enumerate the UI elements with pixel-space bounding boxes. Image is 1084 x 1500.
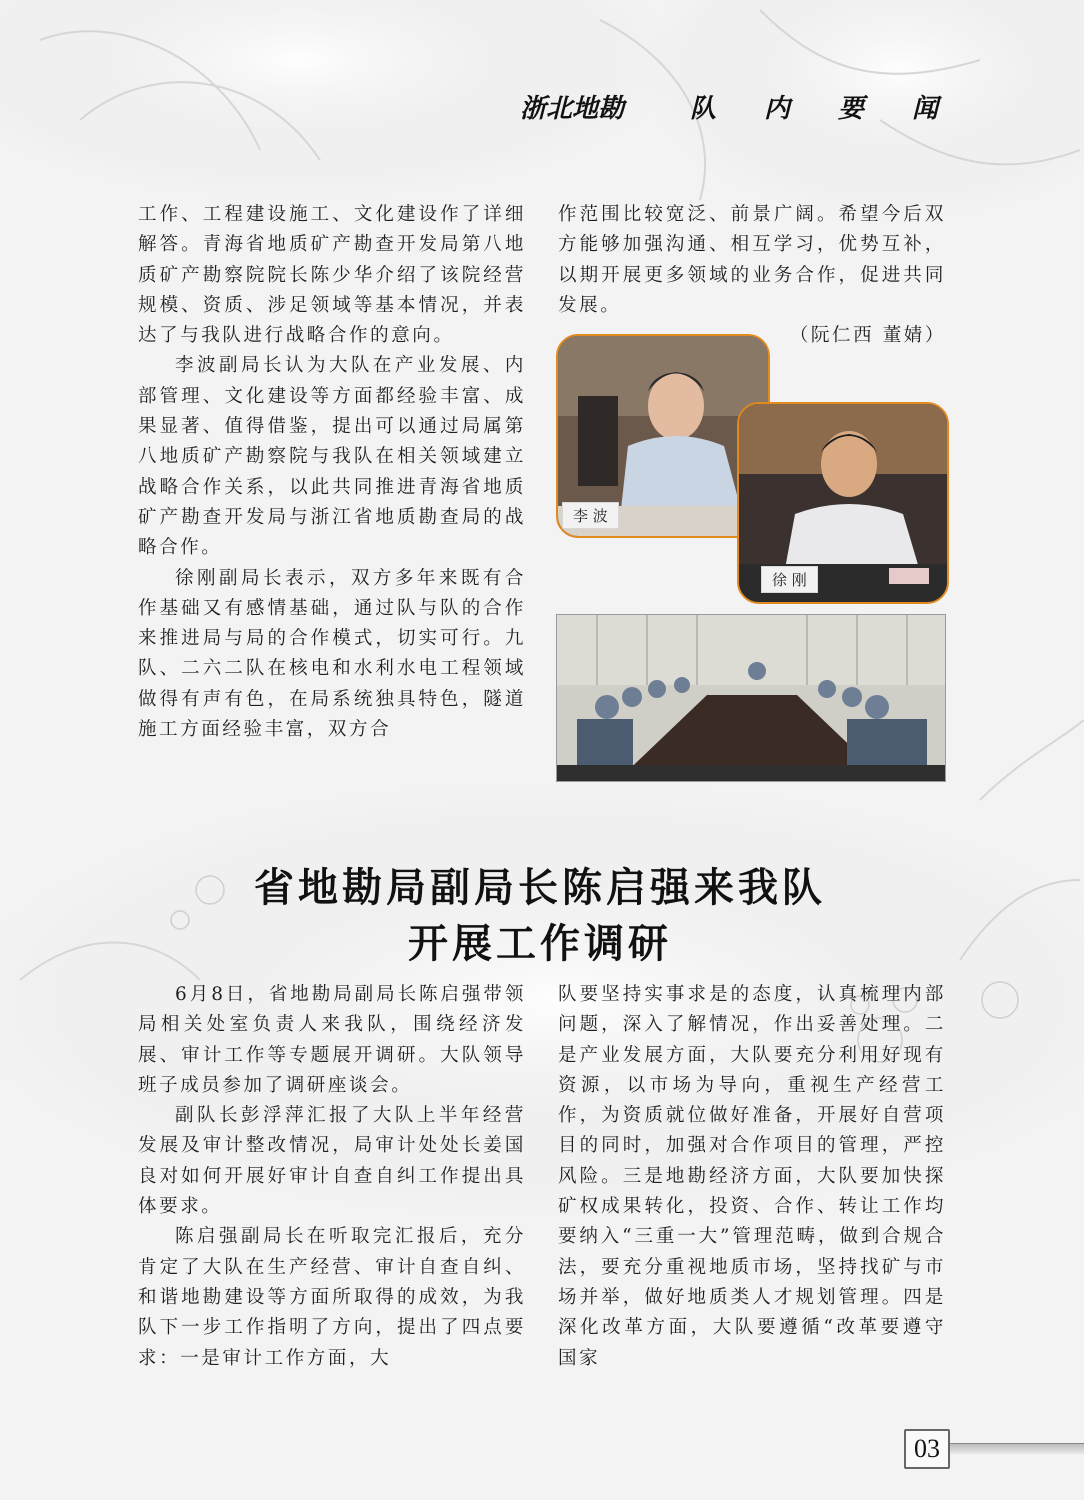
article2-paragraph-3: 陈启强副局长在听取完汇报后，充分肯定了大队在生产经营、审计自查自纠、和谐地勘建设等方面所取得的成效，为我队下一步工作指明了方向，提出了四点要求：一是审计工作方面，大 (138, 1226, 526, 1369)
article1-left-column (138, 200, 526, 745)
section-title-char-2: 内 (764, 94, 791, 124)
photo-meeting-image (557, 615, 945, 781)
article2-title-line-2: 开展工作调研 (408, 921, 672, 967)
article2-paragraph-2: 副队长彭浮萍汇报了大队上半年经营发展及审计整改情况，局审计处处长姜国良对如何开展好审计自查自纠工作提出具体要求。 (138, 1105, 526, 1218)
photo-li-bo-caption: 李 波 (562, 502, 619, 529)
page-header (520, 88, 960, 128)
article1-right-column (558, 200, 946, 351)
publication-name: 浙北地勘 (520, 94, 625, 124)
article2-paragraph-1: 6月8日，省地勘局副局长陈启强带领局相关处室负责人来我队，围绕经济发展、审计工作等专题展开调研。大队领导班子成员参加了调研座谈会。 (138, 984, 526, 1096)
article2-title-line-1: 省地勘局副局长陈启强来我队 (254, 865, 826, 911)
article1-paragraph-1: 工作、工程建设施工、文化建设作了详细解答。青海省地质矿产勘查开发局第八地质矿产勘察院院长陈少华介绍了该院经营规模、资质、涉足领域等基本情况，并表达了与我队进行战略合作的意向。 (138, 204, 526, 347)
section-title-char-3: 要 (838, 94, 865, 124)
article2-headline (140, 860, 940, 972)
article2-left-column (138, 980, 526, 1374)
photo-meeting (556, 614, 946, 782)
article1-paragraph-4: 作范围比较宽泛、前景广阔。希望今后双方能够加强沟通、相互学习，优势互补，以期开展更多领域的业务合作，促进共同发展。 (558, 204, 946, 316)
section-title-char-4: 闻 (912, 94, 939, 124)
article1-paragraph-2: 李波副局长认为大队在产业发展、内部管理、文化建设等方面都经验丰富、成果显著、值得借鉴，提出可以通过局属第八地质矿产勘察院与我队在相关领域建立战略合作关系，以此共同推进青海省地质矿产勘查开发局与浙江省地质勘查局的战略合作。 (138, 355, 526, 559)
page-number-bar (946, 1443, 1084, 1454)
page-number: 03 (904, 1429, 950, 1469)
photo-xu-gang-caption: 徐 刚 (761, 566, 818, 593)
photo-xu-gang (737, 402, 949, 604)
section-title-char-1: 队 (690, 94, 717, 124)
article1-byline: （阮仁西 董婧） (789, 325, 946, 347)
article2-right-column (558, 980, 946, 1374)
article1-paragraph-3: 徐刚副局长表示，双方多年来既有合作基础又有感情基础，通过队与队的合作来推进局与局的合作模式，切实可行。九队、二六二队在核电和水利水电工程领域做得有声有色，在局系统独具特色，隧道施工方面经验丰富，双方合 (138, 567, 526, 741)
article2-paragraph-4: 队要坚持实事求是的态度，认真梳理内部问题，深入了解情况，作出妥善处理。二是产业发展方面，大队要充分利用好现有资源，以市场为导向，重视生产经营工作，为资质就位做好准备，开展好自营项目的同时，加强对合作项目的管理，严控风险。三是地勘经济方面，大队要加快探矿权成果转化，投资、合作、转让工作均要纳入“三重一大”管理范畴，做到合规合法，要充分重视地质市场，坚持找矿与市场并举，做好地质类人才规划管理。四是深化改革方面，大队要遵循“改革要遵守国家 (558, 984, 946, 1369)
